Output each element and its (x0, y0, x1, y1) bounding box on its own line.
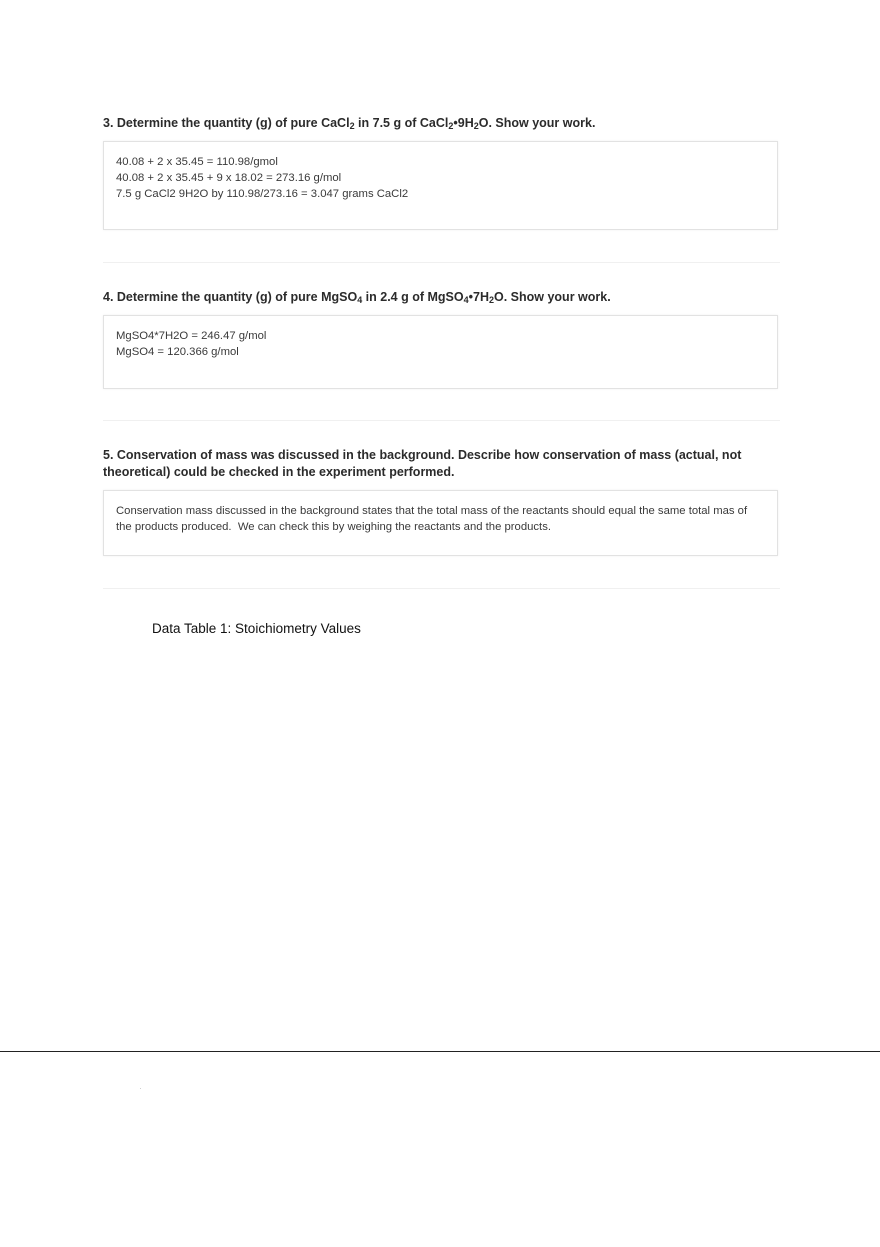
section-divider (103, 588, 780, 589)
answer-line: 7.5 g CaCl2 9H2O by 110.98/273.16 = 3.047 grams CaCl2 (116, 188, 409, 200)
section-divider (103, 420, 780, 421)
answer-line: Conservation mass discussed in the background states that the total mass of the reactants should equal the same total mas of the products produced. We can check this by weighing the reactants and the products. (116, 505, 751, 533)
question-5-answer-box[interactable] (103, 490, 778, 556)
answer-line: MgSO4 = 120.366 g/mol (116, 346, 239, 358)
page-break-line (0, 1051, 880, 1052)
question-5-title: 5. Conservation of mass was discussed in the background. Describe how conservation of mass (actual, not theoretical) could be checked in the experiment performed. (103, 448, 742, 479)
question-4-title: 4. Determine the quantity (g) of pure MgSO$_4$ in 2.4 g of $MgSO_4•7H_2O$. Show your work. (103, 290, 611, 305)
question-3-answer-box[interactable] (103, 141, 778, 230)
question-4-answer-box[interactable] (103, 315, 778, 389)
answer-line: 40.08 + 2 x 35.45 + 9 x 18.02 = 273.16 g/mol (116, 172, 342, 184)
question-3-title: 3. Determine the quantity (g) of pure CaCl$_2$ in 7.5 g of $CaCl_2•9H_2O$. Show your work. (103, 116, 596, 131)
data-table-caption: Data Table 1: Stoichiometry Values (152, 621, 361, 636)
answer-line: MgSO4*7H2O = 246.47 g/mol (116, 330, 267, 342)
section-divider (103, 262, 780, 263)
page-artifact-dot (140, 1088, 141, 1089)
answer-line: 40.08 + 2 x 35.45 = 110.98/gmol (116, 156, 278, 168)
